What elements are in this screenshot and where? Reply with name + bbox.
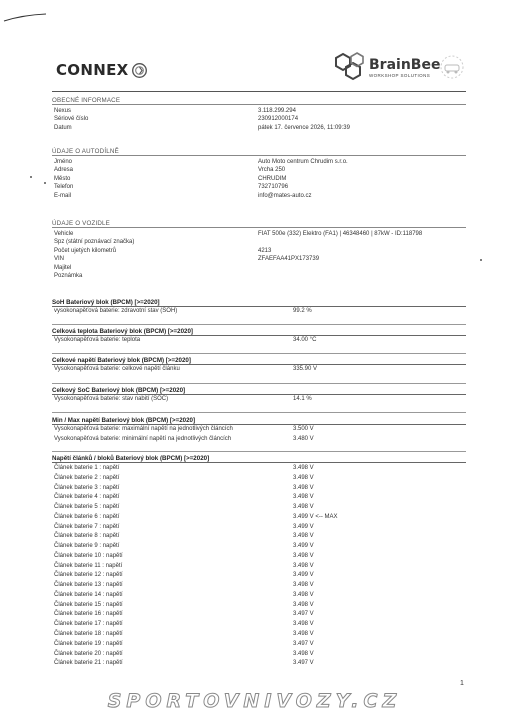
info-label: Poznámka bbox=[54, 273, 83, 279]
cell-value: 3.497 V bbox=[293, 611, 314, 618]
scan-speck bbox=[30, 176, 32, 178]
measurement-row bbox=[52, 365, 466, 375]
cell-label: Článek baterie 16 : napětí bbox=[54, 611, 123, 618]
cell-value: 3.498 V bbox=[293, 562, 314, 569]
cell-row bbox=[52, 591, 466, 601]
cell-voltages-heading: Napětí článků / bloků Bateriový blok (BPCM) [>=2020] bbox=[52, 454, 466, 463]
measurement-row bbox=[52, 435, 466, 445]
info-value: 230912000174 bbox=[258, 116, 299, 122]
info-row-city bbox=[52, 175, 466, 184]
general-info-section bbox=[52, 97, 466, 132]
info-label: Majitel bbox=[54, 264, 72, 271]
pen-stroke-mark bbox=[3, 13, 47, 23]
info-label: Datum bbox=[54, 124, 72, 131]
cell-value: 3.498 V bbox=[293, 650, 314, 657]
scan-speck bbox=[44, 182, 46, 184]
cell-row bbox=[52, 542, 466, 552]
info-value: FIAT 500e (332) Elektro (FA1) | 46348460 | 87kW - ID:118798 bbox=[258, 230, 423, 237]
cell-label: Článek baterie 5 : napětí bbox=[54, 504, 120, 511]
info-label: E-mail bbox=[54, 192, 72, 199]
voltage-heading: Celkové napětí Bateriový blok (BPCM) [>=2020] bbox=[52, 356, 466, 365]
cell-value: 3.498 V bbox=[293, 504, 314, 511]
info-value: 732710796 bbox=[258, 184, 289, 190]
voltage-block bbox=[52, 356, 466, 375]
cell-label: Článek baterie 21 : napětí bbox=[54, 660, 123, 667]
cell-label: Článek baterie 12 : napětí bbox=[54, 572, 123, 579]
cell-label: Článek baterie 1 : napětí bbox=[54, 465, 120, 471]
info-row-address bbox=[52, 166, 466, 175]
cell-value: 3.498 V bbox=[293, 484, 314, 491]
cell-label: Článek baterie 3 : napětí bbox=[54, 484, 120, 491]
measurement-value: 3.500 V bbox=[293, 426, 314, 432]
section-divider bbox=[52, 383, 466, 384]
cell-value: 3.499 V <-- MAX bbox=[293, 513, 338, 520]
soh-block bbox=[52, 298, 466, 317]
cell-value: 3.499 V bbox=[293, 523, 314, 530]
header-divider bbox=[52, 91, 466, 92]
vehicle-info-section bbox=[52, 220, 466, 281]
workshop-info-section bbox=[52, 148, 466, 200]
cell-row bbox=[52, 571, 466, 581]
measurement-row bbox=[52, 307, 466, 317]
info-row-mileage bbox=[52, 247, 466, 256]
info-row-vehicle bbox=[52, 230, 466, 239]
cell-value: 3.498 V bbox=[293, 465, 314, 471]
page-number: 1 bbox=[460, 680, 464, 687]
info-value: ZFAEFAA41PX173739 bbox=[258, 256, 320, 262]
cell-value: 3.499 V bbox=[293, 572, 314, 579]
info-row-nexus bbox=[52, 107, 466, 116]
cell-value: 3.498 V bbox=[293, 552, 314, 559]
cell-row bbox=[52, 484, 466, 494]
section-divider bbox=[52, 412, 466, 413]
cell-row bbox=[52, 503, 466, 513]
cell-value: 3.498 V bbox=[293, 474, 314, 481]
measurement-value: 14.1 % bbox=[293, 396, 312, 402]
workshop-info-heading: ÚDAJE O AUTODÍLNĚ bbox=[52, 148, 466, 156]
info-value: pátek 17. července 2026, 11:09:39 bbox=[258, 124, 350, 131]
section-divider bbox=[52, 451, 466, 452]
measurement-row bbox=[52, 395, 466, 405]
cell-value: 3.499 V bbox=[293, 543, 314, 550]
info-value: 3.118.299.294 bbox=[258, 107, 296, 114]
cell-label: Článek baterie 13 : napětí bbox=[54, 582, 123, 589]
cell-label: Článek baterie 18 : napětí bbox=[54, 631, 123, 638]
info-row-phone bbox=[52, 183, 466, 192]
info-label: Nexus bbox=[54, 107, 72, 114]
connex-logo-icon bbox=[131, 62, 148, 79]
measurement-label: Vysokonapěťová baterie: celkové napětí článku bbox=[54, 366, 180, 372]
cell-value: 3.498 V bbox=[293, 601, 314, 608]
cell-value: 3.498 V bbox=[293, 631, 314, 638]
measurement-value: 335.90 V bbox=[293, 366, 318, 372]
info-row-name bbox=[52, 158, 466, 167]
cell-row bbox=[52, 620, 466, 630]
info-value: 4213 bbox=[258, 247, 272, 254]
brainbee-logo-text: BrainBee bbox=[369, 56, 441, 73]
info-row-email bbox=[52, 192, 466, 201]
soh-heading: SoH Bateriový blok (BPCM) [>=2020] bbox=[52, 298, 466, 307]
cell-label: Článek baterie 7 : napětí bbox=[54, 523, 120, 530]
section-divider bbox=[52, 324, 466, 325]
cell-row bbox=[52, 659, 466, 669]
cell-row bbox=[52, 513, 466, 523]
measurement-label: Vysokonapěťová baterie: minimální napětí na jednotlivých článcích bbox=[54, 435, 232, 442]
info-label: VIN bbox=[54, 256, 65, 262]
measurement-value: 3.480 V bbox=[293, 435, 314, 442]
cell-row bbox=[52, 610, 466, 620]
watermark: SPORTOVNIVOZY.CZ bbox=[107, 690, 402, 712]
info-row-note bbox=[52, 272, 466, 281]
info-row-vin bbox=[52, 255, 466, 264]
cell-value: 3.497 V bbox=[293, 640, 314, 647]
cell-row bbox=[52, 464, 466, 474]
cell-row bbox=[52, 640, 466, 650]
info-label: Město bbox=[54, 175, 71, 182]
cell-label: Článek baterie 15 : napětí bbox=[54, 601, 123, 608]
cell-row bbox=[52, 581, 466, 591]
cell-row bbox=[52, 523, 466, 533]
measurement-row bbox=[52, 425, 466, 435]
measurement-row bbox=[52, 336, 466, 346]
connex-logo-text: CONNEX bbox=[56, 61, 129, 79]
cell-value: 3.498 V bbox=[293, 494, 314, 501]
vehicle-info-heading: ÚDAJE O VOZIDLE bbox=[52, 220, 466, 228]
info-row-plate bbox=[52, 238, 466, 247]
measurement-value: 34.00 °C bbox=[293, 337, 317, 343]
minmax-block bbox=[52, 416, 466, 444]
cell-label: Článek baterie 8 : napětí bbox=[54, 533, 120, 540]
cell-row bbox=[52, 650, 466, 660]
minmax-heading: Min / Max napětí Bateriový blok (BPCM) [>=2020] bbox=[52, 416, 466, 425]
cell-label: Článek baterie 4 : napětí bbox=[54, 494, 120, 501]
cell-row bbox=[52, 562, 466, 572]
section-divider bbox=[52, 353, 466, 354]
cell-row bbox=[52, 493, 466, 503]
cell-label: Článek baterie 9 : napětí bbox=[54, 543, 120, 550]
cell-row bbox=[52, 630, 466, 640]
brainbee-hexagon-icon bbox=[333, 51, 367, 83]
cell-label: Článek baterie 2 : napětí bbox=[54, 474, 120, 481]
info-row-date bbox=[52, 124, 466, 133]
cell-label: Článek baterie 10 : napětí bbox=[54, 552, 123, 559]
info-value: Auto Moto centrum Chrudim s.r.o. bbox=[258, 158, 348, 165]
info-label: Vehicle bbox=[54, 230, 74, 237]
measurement-value: 99.2 % bbox=[293, 308, 312, 314]
scan-speck bbox=[480, 259, 482, 261]
car-diagnostic-icon bbox=[437, 52, 467, 82]
cell-row bbox=[52, 552, 466, 562]
measurement-label: vysokonapěťová baterie: zdravotní stav (SOH) bbox=[54, 308, 178, 314]
brainbee-tagline: WORKSHOP SOLUTIONS bbox=[369, 72, 431, 78]
info-label: Jméno bbox=[54, 158, 73, 165]
info-label: Sériové číslo bbox=[54, 116, 89, 122]
measurement-label: Vysokonapěťová baterie: maximální napětí na jednotlivých článcích bbox=[54, 426, 233, 432]
cell-value: 3.498 V bbox=[293, 533, 314, 540]
brainbee-logo bbox=[333, 51, 440, 83]
cell-value: 3.498 V bbox=[293, 582, 314, 589]
cell-value: 3.498 V bbox=[293, 621, 314, 628]
info-value: info@mates-auto.cz bbox=[258, 192, 312, 199]
info-row-owner bbox=[52, 264, 466, 273]
cell-label: Článek baterie 11 : napětí bbox=[54, 562, 123, 569]
soc-heading: Celkový SoC Bateriový blok (BPCM) [>=2020] bbox=[52, 386, 466, 395]
cell-row bbox=[52, 474, 466, 484]
info-label: Spz (státní poznávací značka) bbox=[54, 239, 135, 245]
soc-block bbox=[52, 386, 466, 405]
cell-value: 3.498 V bbox=[293, 591, 314, 598]
cell-row bbox=[52, 532, 466, 542]
cell-label: Článek baterie 6 : napětí bbox=[54, 513, 120, 520]
info-label: Adresa bbox=[54, 167, 74, 173]
info-row-serial bbox=[52, 115, 466, 124]
info-label: Telefon bbox=[54, 184, 74, 190]
cell-voltages-block bbox=[52, 454, 466, 669]
measurement-label: Vysokonapěťová baterie: stav nabití (SOC) bbox=[54, 396, 169, 402]
temperature-heading: Celková teplota Bateriový blok (BPCM) [>=2020] bbox=[52, 327, 466, 336]
info-label: Počet ujetých kilometrů bbox=[54, 247, 117, 254]
cell-label: Článek baterie 19 : napětí bbox=[54, 640, 123, 647]
measurement-label: Vysokonapěťová baterie: teplota bbox=[54, 337, 141, 343]
temperature-block bbox=[52, 327, 466, 346]
cell-row bbox=[52, 601, 466, 611]
general-info-heading: OBECNÉ INFORMACE bbox=[52, 97, 466, 105]
cell-label: Článek baterie 20 : napětí bbox=[54, 650, 123, 657]
connex-logo bbox=[56, 61, 148, 79]
cell-label: Článek baterie 17 : napětí bbox=[54, 621, 123, 628]
cell-value: 3.497 V bbox=[293, 660, 314, 667]
cell-label: Článek baterie 14 : napětí bbox=[54, 591, 123, 598]
info-value: Vrcha 250 bbox=[258, 167, 286, 173]
info-value: CHRUDIM bbox=[258, 175, 287, 182]
